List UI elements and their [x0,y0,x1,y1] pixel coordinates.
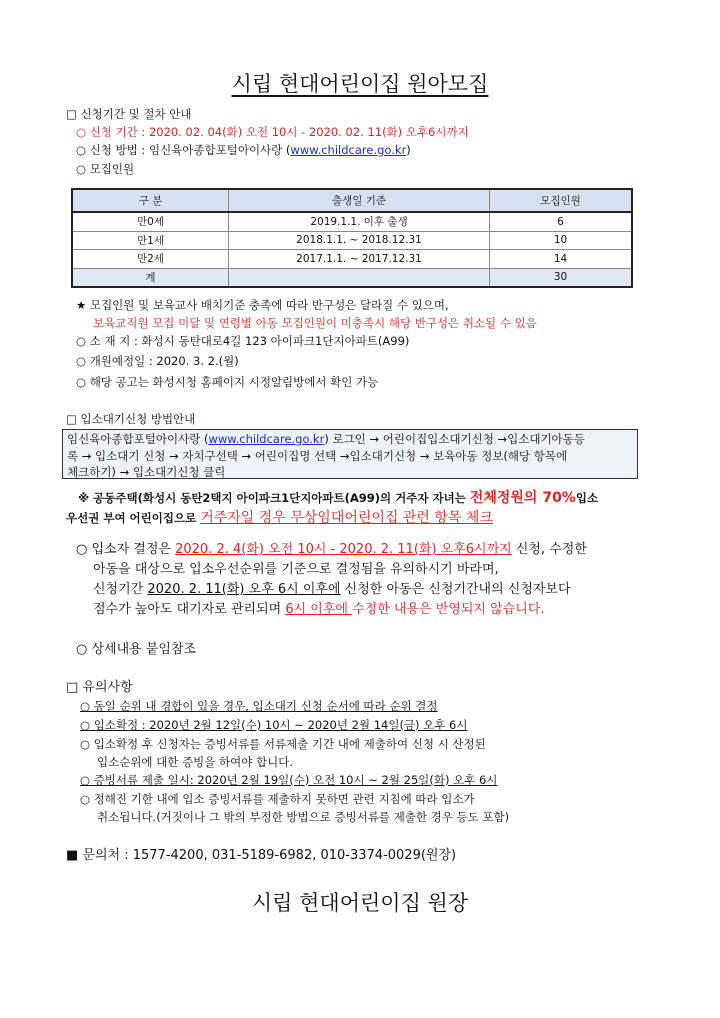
contact-info: ■ 문의처 : 1577-4200, 031-5189-6982, 010-3374-0029(원장) [66,848,457,863]
caution-item: ○ 정해진 기한 내에 입소 증빙서류를 제출하지 못하면 관련 지침에 따라 입소가 [80,792,475,806]
decision-text: 점수가 높아도 대기자로 관리되며 [93,602,286,617]
method-suffix: ) [406,143,411,157]
decision-text: 신청한 아동은 신청기간내의 신청자보다 [340,582,571,597]
waitlist-steps-box [62,429,638,479]
open-date: ○ 개원예정일 : 2020. 3. 2.(월) [76,354,239,368]
priority-highlight: 전체정원의 70% [469,490,576,506]
application-method [76,142,411,159]
notice-info: ○ 해당 공고는 화성시청 홈페이지 시정알림방에서 확인 가능 [76,375,379,389]
priority-text: 입소 [575,491,599,505]
table-cell: 6 [490,212,633,231]
star-note: ★ 모집인원 및 보육교사 배치기준 충족에 따라 반구성은 달라질 수 있으며, [76,298,449,312]
decision-line-4 [93,601,544,618]
caution-item: 입소순위에 대한 증빙을 하여야 합니다. [97,755,294,769]
recruit-table [71,188,633,288]
priority-check-highlight: 거주자일 경우 무상임대어린이집 관련 항목 체크 [200,510,493,526]
decision-text: 신청기간 [93,582,148,597]
table-cell: 10 [490,231,633,250]
steps-line-1 [67,431,633,448]
method-prefix: ○ 신청 방법 : 임신육아종합포털아이사랑 ( [76,143,291,157]
caution-item: ○ 증빙서류 제출 일시: 2020년 2월 19일(수) 오전 10시 ~ 2월 25일(화) 오후 6시 [80,773,498,787]
table-cell [229,268,490,287]
section-heading-waitlist: □ 입소대기신청 방법안내 [66,412,196,426]
page-title: 시립 현대어린이집 원아모집 [231,72,489,96]
table-cell: 30 [490,268,633,287]
decision-text: ○ 입소자 결정은 [76,542,176,557]
table-cell: 만2세 [72,250,229,269]
decision-period: 2020. 2. 4(화) 오전 10시 - 2020. 2. 11(화) 오후6시까지 [175,542,512,557]
table-header-row [72,189,632,212]
priority-note-2 [66,510,493,527]
caution-item: ○ 입소확정 : 2020년 2월 12일(수) 10시 ~ 2020년 2월 14일(금) 오후 6시 [80,718,468,732]
decision-not-reflected: 수정한 내용은 반영되지 않습니다. [352,602,545,617]
decision-line-3 [93,581,571,598]
caution-item: ○ 동일 순위 내 경합이 있을 경우, 입소대기 신청 순서에 따라 순위 결정 [80,699,438,713]
table-cell: 만0세 [72,212,229,231]
table-header-cell: 구 분 [72,189,229,212]
decision-deadline: 2020. 2. 11(화) 오후 6시 이후에 [147,582,341,597]
table-row [72,212,632,231]
table-cell: 2019.1.1. 이후 출생 [229,212,490,231]
table-cell: 2017.1.1. ~ 2017.12.31 [229,250,490,269]
table-row [72,250,632,269]
table-cell: 만1세 [72,231,229,250]
address: ○ 소 재 지 : 화성시 동탄대로4길 123 아이파크1단지아파트(A99) [76,334,410,348]
priority-text: ※ 공동주택(화성시 동탄2택지 아이파크1단지아파트(A99)의 거주자 자녀는 [78,491,470,505]
table-total-row [72,268,632,287]
caution-item: 취소됩니다.(거짓이나 그 밖의 부정한 방법으로 증빙서류를 제출한 경우 등도 포함) [97,810,510,824]
steps-text: ) 로그인 → 어린이집입소대기신청 →입소대기아동등 [324,432,585,446]
table-row [72,231,632,250]
steps-text: 임신육아종합포털아이사랑 ( [67,432,209,446]
table-cell: 2018.1.1. ~ 2018.12.31 [229,231,490,250]
table-cell: 계 [72,268,229,287]
table-header-cell: 출생일 기준 [229,189,490,212]
steps-line-3: 체크하기) → 입소대기신청 클릭 [67,465,226,479]
recruit-label: ○ 모집인원 [76,162,135,176]
table-cell: 14 [490,250,633,269]
application-period: ○ 신청 기간 : 2020. 02. 04(화) 오전 10시 - 2020. 02. 11(화) 오후6시까지 [76,125,469,139]
section-heading-application: □ 신청기간 및 절차 안내 [66,107,192,121]
decision-line-1 [76,541,587,558]
footer-signature: 시립 현대어린이집 원장 [251,891,469,915]
table-header-cell: 모집인원 [490,189,633,212]
decision-line-2: 아동을 대상으로 입소우선순위를 기준으로 결정됨을 유의하시기 바라며, [93,562,499,577]
steps-line-2: 록 → 입소대기 신청 → 자치구선택 → 어린이집명 선택 →입소대기신청 → 보육아동 정보(해당 항목에 [67,448,568,463]
decision-text: 신청, 수정한 [511,542,587,557]
decision-after-six: 6시 이후에 [285,602,353,617]
childcare-link[interactable]: www.childcare.go.kr [290,143,407,157]
childcare-link[interactable]: www.childcare.go.kr [208,432,325,446]
priority-text: 우선권 부여 어린이집으로 [66,511,201,525]
caution-item: ○ 입소확정 후 신청자는 증빙서류를 서류제출 기간 내에 제출하여 신청 시 산정된 [80,737,486,751]
star-note-warning: 보육교직원 모집 미달 및 연령별 아동 모집인원이 미충족시 해당 반구성은 취소될 수 있음 [93,316,537,330]
detail-reference: ○ 상세내용 붙임참조 [76,642,197,657]
section-heading-cautions: □ 유의사항 [66,680,133,695]
priority-note [78,490,598,507]
